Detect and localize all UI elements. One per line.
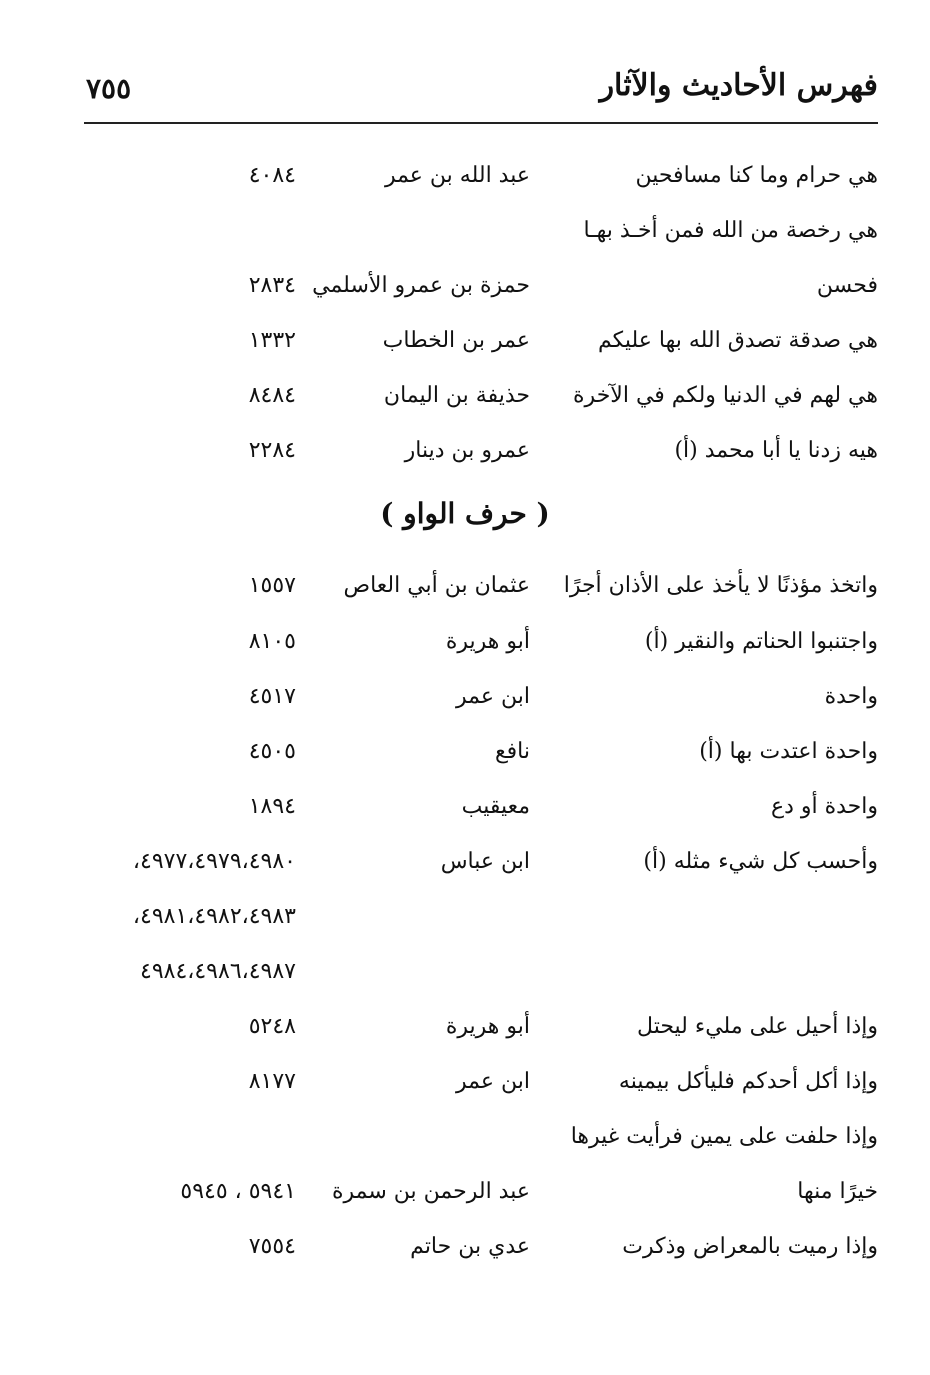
hadith-numbers: ٢٢٨٤ — [248, 438, 296, 463]
page-number: ٧٥٥ — [86, 72, 132, 105]
hadith-numbers: ١٥٥٧ — [248, 573, 296, 598]
index-row — [0, 1117, 930, 1157]
index-row — [0, 321, 930, 361]
narrator: ابن عمر — [456, 684, 530, 709]
index-row — [0, 1062, 930, 1102]
hadith-text: وإذا أكل أحدكم فليأكل بيمينه — [618, 1069, 878, 1094]
narrator: عبد الله بن عمر — [384, 163, 530, 188]
hadith-numbers: ٤٩٧٧،٤٩٧٩،٤٩٨٠، — [132, 849, 296, 874]
hadith-text: هي لهم في الدنيا ولكم في الآخرة — [573, 383, 878, 408]
hadith-text: واحدة اعتدت بها (أ) — [699, 739, 878, 764]
page-title: فهرس الأحاديث والآثار — [599, 68, 878, 103]
hadith-numbers: ٥٩٤١ ، ٥٩٤٥ — [180, 1179, 296, 1204]
index-row — [0, 1227, 930, 1267]
index-row — [0, 211, 930, 251]
hadith-numbers: ٤٥١٧ — [248, 684, 296, 709]
index-row — [0, 266, 930, 306]
hadith-numbers: ٤٠٨٤ — [248, 163, 296, 188]
hadith-numbers: ٤٩٨١،٤٩٨٢،٤٩٨٣، — [132, 904, 296, 929]
index-row — [0, 1172, 930, 1212]
hadith-text: واتخذ مؤذنًا لا يأخذ على الأذان أجرًا — [563, 573, 878, 598]
index-row — [0, 622, 930, 662]
hadith-text: وإذا رميت بالمعراض وذكرت — [622, 1234, 878, 1259]
index-row — [0, 677, 930, 717]
hadith-numbers: ١٣٣٢ — [248, 328, 296, 353]
narrator: عمر بن الخطاب — [382, 328, 530, 353]
index-row — [0, 787, 930, 827]
hadith-text: هي حرام وما كنا مسافحين — [635, 163, 878, 188]
index-row — [0, 376, 930, 416]
hadith-text: هي صدقة تصدق الله بها عليكم — [598, 328, 878, 353]
hadith-numbers: ١٨٩٤ — [248, 794, 296, 819]
index-row — [0, 431, 930, 471]
narrator: أبو هريرة — [445, 629, 530, 654]
index-row — [0, 156, 930, 196]
index-row — [0, 897, 930, 937]
index-row — [0, 1007, 930, 1047]
index-row — [0, 842, 930, 882]
narrator: ابن عباس — [440, 849, 530, 874]
hadith-numbers: ٤٩٨٤،٤٩٨٦،٤٩٨٧ — [140, 959, 296, 984]
hadith-numbers: ٨٤٨٤ — [248, 383, 296, 408]
narrator: ابن عمر — [456, 1069, 530, 1094]
hadith-text: فحسن — [816, 273, 878, 298]
hadith-text: واجتنبوا الحناتم والنقير (أ) — [644, 629, 878, 654]
section-heading: ( حرف الواو ) — [380, 497, 550, 530]
hadith-numbers: ٨١٧٧ — [248, 1069, 296, 1094]
hadith-numbers: ٥٢٤٨ — [248, 1014, 296, 1039]
hadith-text: وأحسب كل شيء مثله (أ) — [643, 849, 878, 874]
narrator: أبو هريرة — [445, 1014, 530, 1039]
narrator: عدي بن حاتم — [410, 1234, 530, 1259]
hadith-numbers: ٤٥٠٥ — [248, 739, 296, 764]
narrator: نافع — [494, 739, 530, 764]
hadith-numbers: ٢٨٣٤ — [248, 273, 296, 298]
hadith-numbers: ٨١٠٥ — [248, 629, 296, 654]
hadith-text: واحدة — [824, 684, 878, 709]
hadith-text: واحدة أو دع — [770, 794, 878, 819]
narrator: عثمان بن أبي العاص — [343, 573, 530, 598]
narrator: حمزة بن عمرو الأسلمي — [312, 273, 530, 298]
narrator: عمرو بن دينار — [404, 438, 530, 463]
hadith-text: هيه زدنا يا أبا محمد (أ) — [674, 438, 878, 463]
hadith-text: هي رخصة من الله فمن أخـذ بهـا — [583, 218, 878, 243]
hadith-numbers: ٧٥٥٤ — [248, 1234, 296, 1259]
narrator: عبد الرحمن بن سمرة — [332, 1179, 530, 1204]
hadith-text: وإذا حلفت على يمين فرأيت غيرها — [570, 1124, 878, 1149]
narrator: حذيفة بن اليمان — [383, 383, 530, 408]
index-row — [0, 566, 930, 606]
index-row — [0, 952, 930, 992]
narrator: معيقيب — [461, 794, 530, 819]
index-row — [0, 732, 930, 772]
hadith-text: وإذا أحيل على مليء ليحتل — [637, 1014, 878, 1039]
hadith-text: خيرًا منها — [797, 1179, 878, 1204]
